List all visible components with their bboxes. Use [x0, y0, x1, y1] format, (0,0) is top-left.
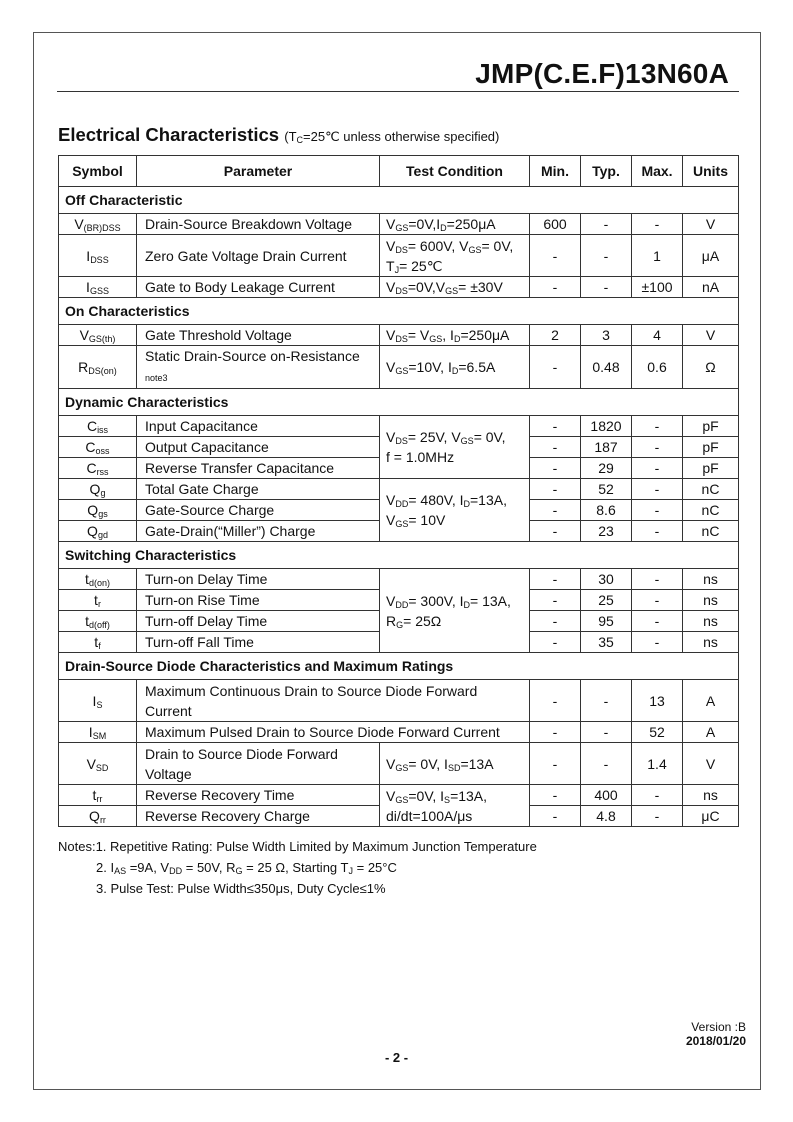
unit-cell: μC — [683, 806, 739, 827]
table-row — [59, 416, 739, 437]
min-cell: - — [530, 521, 581, 542]
col-test-condition: Test Condition — [380, 156, 530, 187]
cond-pre: (T — [284, 129, 297, 144]
typ-cell: 25 — [581, 590, 632, 611]
symbol-cell: $Q_{gs}$ — [59, 500, 137, 521]
typ-cell: 0.48 — [581, 346, 632, 389]
typ-cell: - — [581, 214, 632, 235]
unit-cell: A — [683, 722, 739, 743]
max-cell: - — [632, 214, 683, 235]
max-cell: 52 — [632, 722, 683, 743]
min-cell: - — [530, 743, 581, 785]
table-row — [59, 479, 739, 500]
symbol-cell: $I_S$ — [59, 680, 137, 722]
condition-cell: $V_{DS}=0V,V_{GS}= \pm 30V$ — [380, 277, 530, 298]
note-1: Notes:1. Repetitive Rating: Pulse Width Limited by Maximum Junction Temperature — [58, 839, 537, 854]
table-row — [59, 785, 739, 806]
parameter-cell: Maximum Pulsed Drain to Source Diode Forward Current — [137, 722, 530, 743]
parameter-cell: Drain-Source Breakdown Voltage — [137, 214, 380, 235]
section-off: Off Characteristic — [59, 187, 739, 214]
unit-cell: pF — [683, 437, 739, 458]
typ-cell: - — [581, 722, 632, 743]
typ-cell: 30 — [581, 569, 632, 590]
symbol-cell: $t_{d(on)}$ — [59, 569, 137, 590]
max-cell: - — [632, 785, 683, 806]
table-row — [59, 569, 739, 590]
min-cell: - — [530, 680, 581, 722]
max-cell: - — [632, 806, 683, 827]
symbol-cell: $C_{oss}$ — [59, 437, 137, 458]
min-cell: - — [530, 277, 581, 298]
max-cell: - — [632, 632, 683, 653]
condition-cell: $V_{GS}=0V$, $I_S=13A$, di/dt=100A/μs — [380, 785, 530, 827]
table-row — [59, 722, 739, 743]
col-max: Max. — [632, 156, 683, 187]
symbol-cell: $Q_{rr}$ — [59, 806, 137, 827]
parameter-cell: Maximum Continuous Drain to Source Diode Forward Current — [137, 680, 530, 722]
section-title — [58, 124, 499, 146]
min-cell: - — [530, 806, 581, 827]
parameter-cell: Turn-on Rise Time — [137, 590, 380, 611]
min-cell: - — [530, 590, 581, 611]
max-cell: - — [632, 611, 683, 632]
section-row — [59, 298, 739, 325]
col-parameter: Parameter — [137, 156, 380, 187]
parameter-cell: Turn-on Delay Time — [137, 569, 380, 590]
electrical-characteristics-table — [58, 155, 739, 827]
section-row — [59, 542, 739, 569]
min-cell: 600 — [530, 214, 581, 235]
unit-cell: nC — [683, 479, 739, 500]
typ-cell: 1820 — [581, 416, 632, 437]
parameter-cell: Drain to Source Diode Forward Voltage — [137, 743, 380, 785]
unit-cell: ns — [683, 785, 739, 806]
parameter-cell: Gate-Drain(“Miller”) Charge — [137, 521, 380, 542]
max-cell: - — [632, 458, 683, 479]
condition-cell: $V_{GS}=10V$, $I_D=6.5A$ — [380, 346, 530, 389]
symbol-cell: $t_r$ — [59, 590, 137, 611]
section-row — [59, 187, 739, 214]
typ-cell: - — [581, 277, 632, 298]
col-units: Units — [683, 156, 739, 187]
note-3: 3. Pulse Test: Pulse Width≤350μs, Duty Cycle≤1% — [96, 881, 386, 896]
min-cell: - — [530, 500, 581, 521]
typ-cell: 4.8 — [581, 806, 632, 827]
part-number: JMP(C.E.F)13N60A — [475, 58, 729, 89]
version-block — [686, 1020, 746, 1048]
table-row — [59, 277, 739, 298]
parameter-cell: Gate to Body Leakage Current — [137, 277, 380, 298]
title-main: Electrical Characteristics — [58, 124, 280, 145]
condition-cell: $V_{DS}= V_{GS}$, $I_D=250\mu A$ — [380, 325, 530, 346]
parameter-cell: Zero Gate Voltage Drain Current — [137, 235, 380, 277]
min-cell: - — [530, 785, 581, 806]
symbol-cell: $C_{iss}$ — [59, 416, 137, 437]
condition-cell: $V_{DD}= 300V$, $I_D= 13A$, $R_G= 25\Omega$ — [380, 569, 530, 653]
condition-cell: $V_{DD}= 480V$, $I_D=13A$, $V_{GS}= 10V$ — [380, 479, 530, 542]
max-cell: ±100 — [632, 277, 683, 298]
typ-cell: 52 — [581, 479, 632, 500]
table-row — [59, 235, 739, 277]
max-cell: 1 — [632, 235, 683, 277]
table-row — [59, 346, 739, 389]
symbol-cell: $t_f$ — [59, 632, 137, 653]
max-cell: - — [632, 521, 683, 542]
parameter-cell: Gate-Source Charge — [137, 500, 380, 521]
unit-cell: nC — [683, 521, 739, 542]
note-ref: note3 — [145, 373, 168, 383]
unit-cell: A — [683, 680, 739, 722]
condition-cell: $V_{GS}=0V,I_D=250\mu A$ — [380, 214, 530, 235]
max-cell: 0.6 — [632, 346, 683, 389]
notes — [58, 836, 537, 899]
page-number: - 2 - — [384, 1050, 409, 1065]
parameter-cell: Static Drain-Source on-Resistance note3 — [137, 346, 380, 389]
table-row — [59, 680, 739, 722]
section-on: On Characteristics — [59, 298, 739, 325]
symbol-cell: $Q_g$ — [59, 479, 137, 500]
min-cell: - — [530, 235, 581, 277]
symbol-cell: $C_{rss}$ — [59, 458, 137, 479]
symbol-cell: $t_{rr}$ — [59, 785, 137, 806]
parameter-cell: Output Capacitance — [137, 437, 380, 458]
max-cell: - — [632, 437, 683, 458]
symbol-cell: $Q_{gd}$ — [59, 521, 137, 542]
section-switching: Switching Characteristics — [59, 542, 739, 569]
symbol-cell: $I_{GSS}$ — [59, 277, 137, 298]
min-cell: - — [530, 416, 581, 437]
version-label: Version :B — [691, 1020, 746, 1034]
min-cell: - — [530, 632, 581, 653]
typ-cell: 23 — [581, 521, 632, 542]
min-cell: - — [530, 611, 581, 632]
table-header — [59, 156, 739, 187]
condition-cell: $V_{GS}= 0V$, $I_{SD}=13A$ — [380, 743, 530, 785]
col-min: Min. — [530, 156, 581, 187]
typ-cell: 400 — [581, 785, 632, 806]
parameter-cell: Turn-off Delay Time — [137, 611, 380, 632]
unit-cell: ns — [683, 569, 739, 590]
min-cell: 2 — [530, 325, 581, 346]
symbol-cell: $R_{DS(on)}$ — [59, 346, 137, 389]
parameter-cell: Turn-off Fall Time — [137, 632, 380, 653]
symbol-cell: $V_{SD}$ — [59, 743, 137, 785]
typ-cell: 8.6 — [581, 500, 632, 521]
min-cell: - — [530, 569, 581, 590]
unit-cell: Ω — [683, 346, 739, 389]
parameter-cell: Input Capacitance — [137, 416, 380, 437]
typ-cell: 95 — [581, 611, 632, 632]
unit-cell: μA — [683, 235, 739, 277]
unit-cell: nC — [683, 500, 739, 521]
table-row — [59, 214, 739, 235]
typ-cell: 29 — [581, 458, 632, 479]
min-cell: - — [530, 722, 581, 743]
unit-cell: ns — [683, 632, 739, 653]
table-row — [59, 325, 739, 346]
max-cell: 4 — [632, 325, 683, 346]
min-cell: - — [530, 346, 581, 389]
min-cell: - — [530, 479, 581, 500]
condition-cell: $V_{DS}= 600V$, $V_{GS}= 0V$, $T_J=$ 25℃ — [380, 235, 530, 277]
symbol-cell: $I_{DSS}$ — [59, 235, 137, 277]
min-cell: - — [530, 458, 581, 479]
section-diode: Drain-Source Diode Characteristics and Maximum Ratings — [59, 653, 739, 680]
max-cell: - — [632, 569, 683, 590]
typ-cell: 3 — [581, 325, 632, 346]
col-typ: Typ. — [581, 156, 632, 187]
header-rule — [57, 91, 739, 92]
symbol-cell: $V_{(BR)DSS}$ — [59, 214, 137, 235]
symbol-cell: $V_{GS(th)}$ — [59, 325, 137, 346]
typ-cell: 187 — [581, 437, 632, 458]
note-2: 2. $I_{AS} =9A$, $V_{DD} = 50V$, $R_G = 25$ Ω, Starting $T_J = 25^\circ C$ — [96, 860, 397, 876]
unit-cell: ns — [683, 611, 739, 632]
section-row — [59, 653, 739, 680]
parameter-cell: Total Gate Charge — [137, 479, 380, 500]
revision-date: 2018/01/20 — [685, 1034, 746, 1048]
cond-sub: C — [296, 135, 304, 145]
unit-cell: pF — [683, 458, 739, 479]
typ-cell: - — [581, 680, 632, 722]
typ-cell: - — [581, 743, 632, 785]
section-row — [59, 389, 739, 416]
table-row — [59, 743, 739, 785]
condition-cell: $V_{DS}= 25V$, $V_{GS}= 0V$, f = 1.0MHz — [380, 416, 530, 479]
cond-post: =25℃ unless otherwise specified) — [303, 129, 500, 144]
max-cell: 1.4 — [632, 743, 683, 785]
typ-cell: - — [581, 235, 632, 277]
title-condition — [284, 129, 499, 144]
col-symbol: Symbol — [59, 156, 137, 187]
unit-cell: nA — [683, 277, 739, 298]
symbol-cell: $I_{SM}$ — [59, 722, 137, 743]
parameter-cell: Gate Threshold Voltage — [137, 325, 380, 346]
parameter-cell: Reverse Transfer Capacitance — [137, 458, 380, 479]
unit-cell: pF — [683, 416, 739, 437]
parameter-cell: Reverse Recovery Time — [137, 785, 380, 806]
min-cell: - — [530, 437, 581, 458]
max-cell: - — [632, 590, 683, 611]
unit-cell: V — [683, 214, 739, 235]
unit-cell: ns — [683, 590, 739, 611]
typ-cell: 35 — [581, 632, 632, 653]
unit-cell: V — [683, 325, 739, 346]
section-dynamic: Dynamic Characteristics — [59, 389, 739, 416]
symbol-cell: $t_{d(off)}$ — [59, 611, 137, 632]
max-cell: - — [632, 416, 683, 437]
max-cell: 13 — [632, 680, 683, 722]
max-cell: - — [632, 500, 683, 521]
parameter-cell: Reverse Recovery Charge — [137, 806, 380, 827]
unit-cell: V — [683, 743, 739, 785]
max-cell: - — [632, 479, 683, 500]
